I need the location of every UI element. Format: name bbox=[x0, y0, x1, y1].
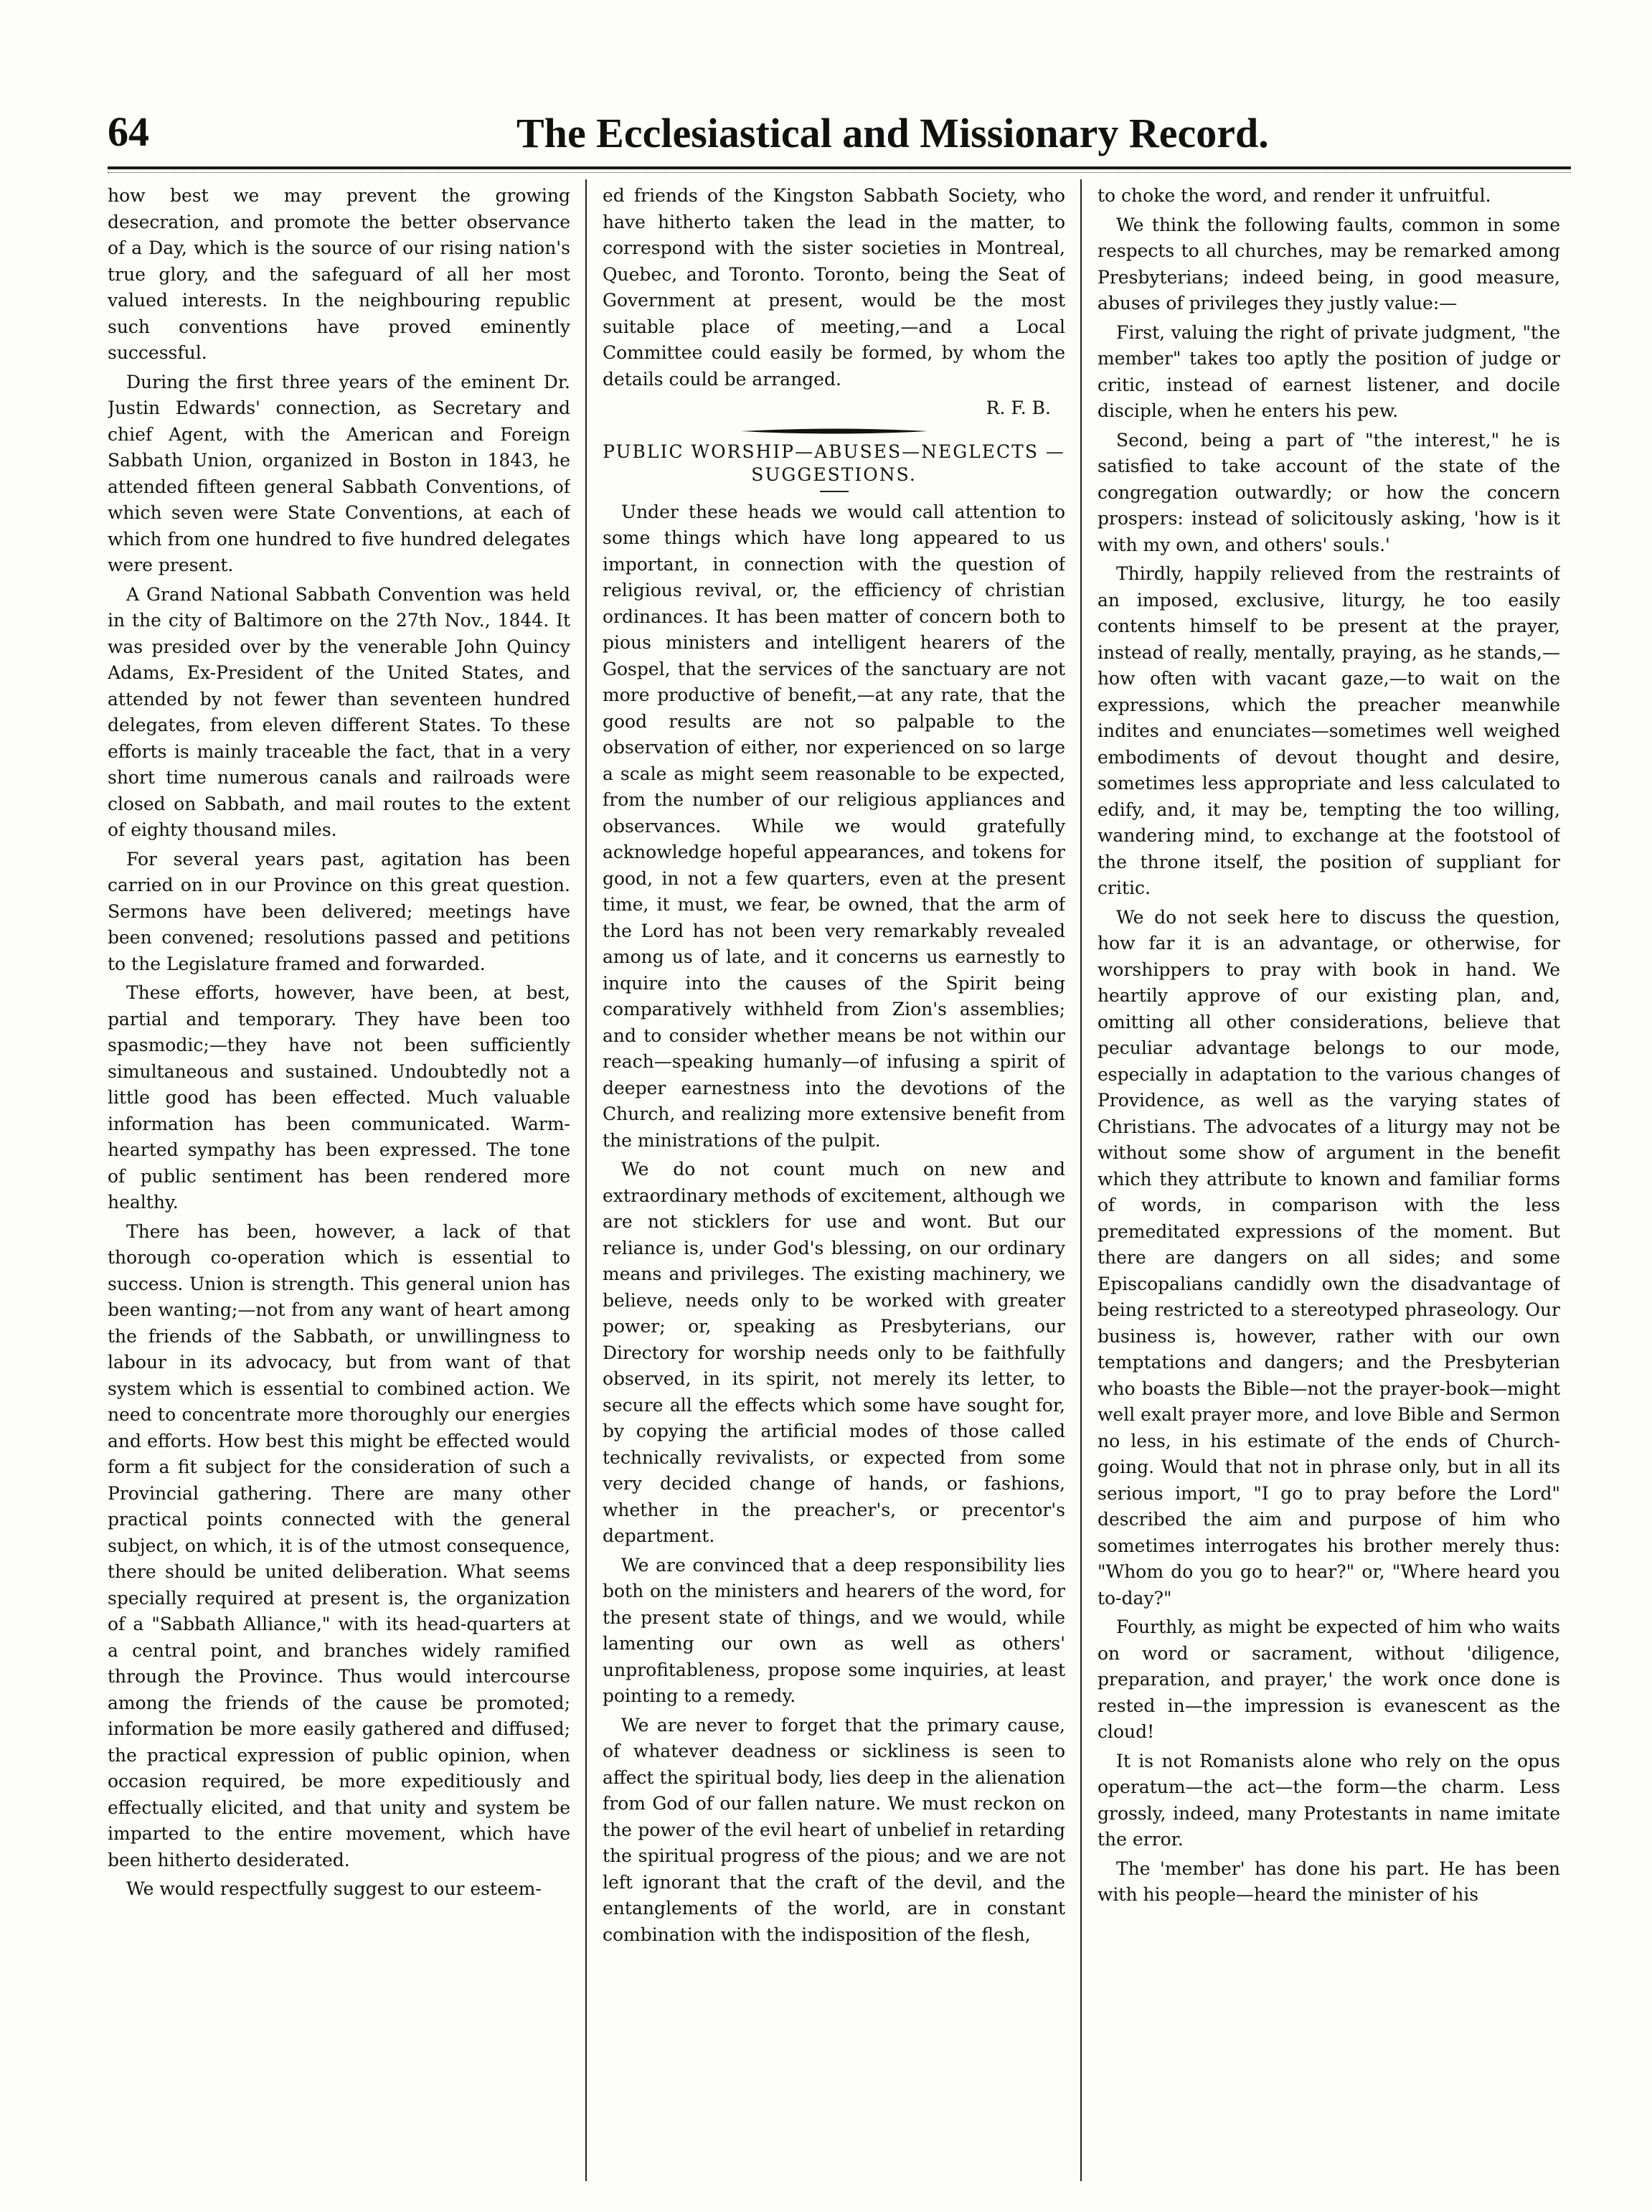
paragraph: These efforts, however, have been, at best, partial and temporary. They have been too spasmodic;—they have not been sufficiently simultaneous and sustained. Undoubtedly not a little good has been effected. Much valuable information has been communicated. Warm-hearted sympathy has been expressed. The tone of public sentiment has been rendered more healthy. bbox=[108, 982, 570, 1213]
heading-rule bbox=[820, 491, 849, 492]
header-rule bbox=[108, 166, 1571, 169]
paragraph: how best we may prevent the growing desecration, and promote the better observance of a Day, which is the source of our rising nation's true glory, and the safeguard of all her most valued interests. In the neighbouring republic such conventions have proved eminently successful. bbox=[108, 185, 570, 363]
paragraph: A Grand National Sabbath Convention was held in the city of Baltimore on the 27th Nov., 1844. It was presided over by the venerable John Quincy Adams, Ex-President of the United States, and attended by not fewer than seventeen hundred delegates, from eleven different States. To these efforts is mainly traceable the fact, that in a very short time numerous canals and railroads were closed on Sabbath, and mail routes to the extent of eighty thousand miles. bbox=[108, 583, 570, 840]
page-number: 64 bbox=[108, 108, 149, 155]
paragraph: Fourthly, as might be expected of him who waits on word or sacrament, without 'diligence, preparation, and prayer,' the work once done is rested in—the impression is evanescent as the cloud! bbox=[1098, 1616, 1560, 1742]
section-divider-ornament bbox=[741, 426, 928, 436]
paragraph: to choke the word, and render it unfruitful. bbox=[1098, 185, 1491, 206]
paragraph: During the first three years of the eminent Dr. Justin Edwards' connection, as Secretary and chief Agent, with the American and Foreign Sabbath Union, organized in Boston in 1843, he attended fifteen general Sabbath Conventions, of which seven were State Conventions, at each of which from one hundred to five hundred delegates were present. bbox=[108, 371, 570, 575]
paragraph: Second, being a part of "the interest," he is satisfied to take account of the state of the congregation outwardly; or how the concern prospers: instead of solicitously asking, 'how is it with my own, and others' souls.' bbox=[1098, 429, 1560, 555]
column-1 bbox=[108, 183, 570, 2178]
paragraph: Under these heads we would call attention to some things which have long appeared to us important, in connection with the question of religious revival, or, the efficiency of christian ordinances. It has been matter of concern both to pious ministers and intelligent hearers of the Gospel, that the services of the sanctuary are not more productive of benefit,—at any rate, that the good results are not so palpable to the observation of either, nor experienced on so large a scale as might seem reasonable to be expected, from the number of our religious appliances and observances. While we would gratefully acknowledge hopeful appearances, and tokens for good, in not a few quarters, even at the present time, it must, we fear, be owned, that the arm of the Lord has not been very remarkably revealed among us of late, and it concerns us earnestly to inquire into the causes of the Spirit being comparatively withheld from Zion's assemblies; and to consider whether means be not within our reach—speaking humanly—of infusing a spirit of deeper earnestness into the devotions of the Church, and realizing more extensive benefit from the ministrations of the pulpit. bbox=[603, 501, 1065, 1151]
column-divider-1 bbox=[585, 179, 587, 2181]
author-signature: R. F. B. bbox=[986, 397, 1051, 418]
paragraph: We think the following faults, common in some respects to all churches, may be remarked among Presbyterians; indeed being, in good measure, abuses of privileges they justly value:— bbox=[1098, 214, 1560, 314]
paragraph: We do not count much on new and extraordinary methods of excitement, although we are not sticklers for use and wont. But our reliance is, under God's blessing, on our ordinary means and privileges. The existing machinery, we believe, needs only to be worked with greater power; or, speaking as Presbyterians, our Directory for worship needs only to be faithfully observed, in its spirit, not merely its letter, to secure all the effects which some have sought for, by copying the artificial modes of those called technically revivalists, or expected from some very decided change of hands, or fashions, whether in the preacher's, or precentor's department. bbox=[603, 1159, 1065, 1546]
paragraph: For several years past, agitation has been carried on in our Province on this great question. Sermons have been delivered; meetings have been convened; resolutions passed and petitions to the Legislature framed and forwarded. bbox=[108, 848, 570, 974]
paragraph: The 'member' has done his part. He has been with his people—heard the minister of his bbox=[1098, 1858, 1560, 1905]
paragraph: It is not Romanists alone who rely on the opus operatum—the act—the form—the charm. Less grossly, indeed, many Protestants in name imitate the error. bbox=[1098, 1750, 1560, 1850]
paragraph: We do not seek here to discuss the question, how far it is an advantage, or otherwise, for worshippers to pray with book in hand. We heartily approve of our existing plan, and, omitting all other considerations, believe that peculiar advantage belongs to our mode, especially in adaptation to the various changes of Providence, as well as the varying states of Christians. The advocates of a liturgy may not be without some show of argument in the benefit which they attribute to known and familiar forms of words, in comparison with the less premeditated expressions of the moment. But there are dangers on all sides; and some Episcopalians candidly own the disadvantage of being restricted to a stereotyped phraseology. Our business is, however, rather with our own temptations and dangers; and the Presbyterian who boasts the Bible—not the prayer-book—might well exalt prayer more, and love Bible and Sermon no less, in his estimate of the ends of Church-going. Would that not in phrase only, but in all its serious import, "I go to pray before the Lord" described the aim and purpose of him who sometimes interrogates his brother merely thus: "Whom do you go to hear?" or, "Where heard you to-day?" bbox=[1098, 906, 1560, 1609]
header-rule-dotted bbox=[108, 172, 1571, 174]
page-header bbox=[108, 108, 1571, 165]
paragraph: Thirdly, happily relieved from the restraints of an imposed, exclusive, liturgy, he too easily contents himself to be present at the prayer, instead of really, mentally, praying, as he stands,—how often with vacant gaze,—to wait on the expressions, which the preacher meanwhile indites and enunciates—sometimes well weighed embodiments of devout thought and desire, sometimes less appropriate and less calculated to edify, and, it may be, tempting the too willing, wandering mind, to exchange at the footstool of the throne itself, the position of suppliant for critic. bbox=[1098, 563, 1560, 898]
column-3 bbox=[1098, 183, 1560, 2178]
running-title: The Ecclesiastical and Missionary Record. bbox=[516, 110, 1269, 156]
paragraph: ed friends of the Kingston Sabbath Society, who have hitherto taken the lead in the matter, to correspond with the sister societies in Montreal, Quebec, and Toronto. Toronto, being the Seat of Government at present, would be the most suitable place of meeting,—and a Local Committee could easily be formed, by whom the details could be arranged. bbox=[603, 185, 1065, 390]
column-2 bbox=[603, 183, 1065, 2178]
paragraph: We are convinced that a deep responsibility lies both on the ministers and hearers of the word, for the present state of things, and we would, while lamenting our own as well as others' unprofitableness, propose some inquiries, at least pointing to a remedy. bbox=[603, 1554, 1065, 1706]
column-divider-2 bbox=[1080, 179, 1082, 2181]
paragraph: There has been, however, a lack of that thorough co-operation which is essential to success. Union is strength. This general union has been wanting;—not from any want of heart among the friends of the Sabbath, or unwillingness to labour in its advocacy, but from want of that system which is essential to combined action. We need to concentrate more thoroughly our energies and efforts. How best this might be effected would form a fit subject for the consideration of such a Provincial gathering. There are many other practical points connected with the general subject, on which, it is of the utmost consequence, there should be united deliberation. What seems specially required at present is, the organization of a "Sabbath Alliance," with its head-quarters at a central point, and branches widely ramified through the Province. Thus would intercourse among the friends of the cause be promoted; information be more easily gathered and diffused; the practical expression of public opinion, when occasion required, be more expeditiously and effectually elicited, and that unity and system be imparted to the entire movement, which have been hitherto desiderated. bbox=[108, 1220, 570, 1870]
paragraph: We are never to forget that the primary cause, of whatever deadness or sickliness is seen to affect the spiritual body, lies deep in the alienation from God of our fallen nature. We must reckon on the power of the evil heart of unbelief in retarding the spiritual progress of the pious; and we are not left ignorant that the craft of the devil, and the entanglements of the world, are in constant combination with the indisposition of the flesh, bbox=[603, 1714, 1065, 1945]
section-heading: PUBLIC WORSHIP—ABUSES—NEGLECTS —SUGGESTIONS. bbox=[603, 441, 1065, 485]
paragraph: We would respectfully suggest to our esteem- bbox=[126, 1878, 542, 1899]
paragraph: First, valuing the right of private judgment, "the member" takes too aptly the position of judge or critic, instead of earnest listener, and docile disciple, when he enters his pew. bbox=[1098, 321, 1560, 421]
